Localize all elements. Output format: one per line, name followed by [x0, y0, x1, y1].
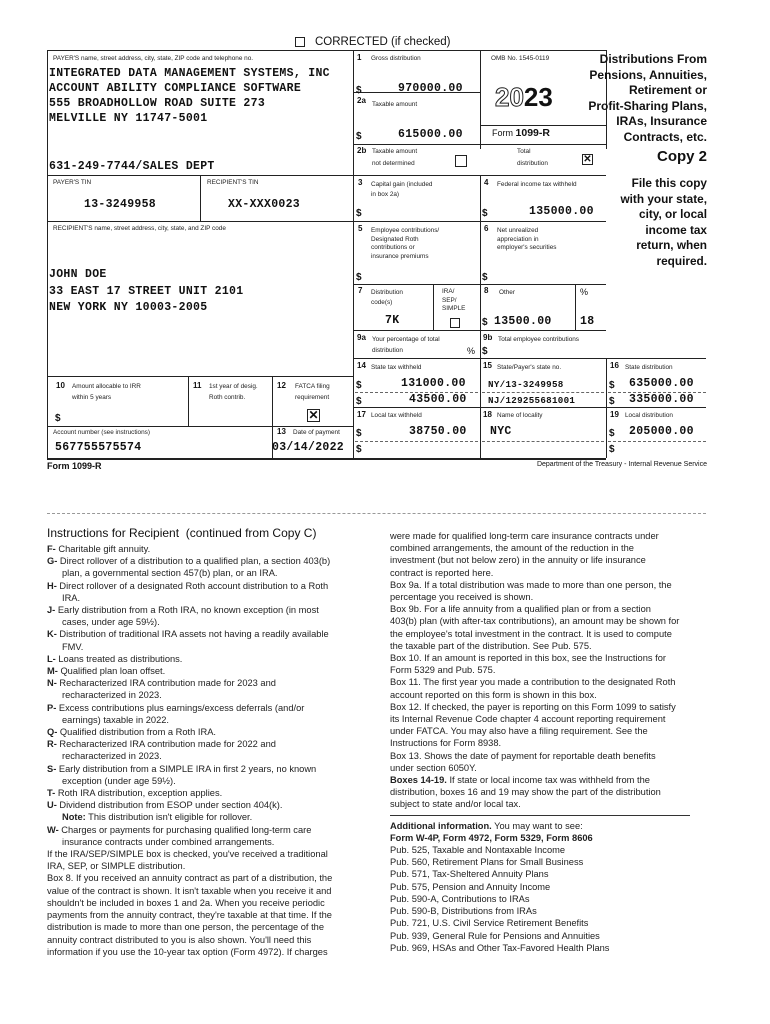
instructions-heading: Instructions for Recipient (continued from Copy C) [47, 526, 317, 540]
instr-code-line: recharacterized in 2023. [62, 690, 162, 701]
instr-code-line: K- Distribution of traditional IRA assets not having a readily available [47, 629, 329, 640]
instr-additional-line: Pub. 525, Taxable and Nontaxable Income [390, 845, 566, 856]
instr-code-line: T- Roth IRA distribution, exception applies. [47, 788, 223, 799]
box14-value-1: 131000.00 [401, 377, 466, 390]
payer-line-2: ACCOUNT ABILITY COMPLIANCE SOFTWARE [49, 82, 302, 95]
instr-paragraph-line: Box 9a. If a total distribution was made to more than one person, the [390, 579, 672, 590]
instr-paragraph-line: its Internal Revenue Code chapter 4 account reporting requirement [390, 714, 666, 725]
instructions-left-column [47, 543, 377, 958]
instr-code-line: exception (under age 59½). [62, 775, 176, 786]
box11-num: 11 [193, 381, 202, 390]
instr-paragraph-line: Instructions for Form 8938. [390, 738, 502, 749]
box5-dollar: $ [356, 272, 362, 283]
instr-code-line: cases, under age 59½). [62, 617, 160, 628]
box8-value: 13500.00 [494, 315, 552, 328]
box8-pct-sign: % [580, 287, 589, 297]
box10-label-1: Amount allocable to IRR [72, 383, 141, 390]
instr-paragraph-line: value of the contract is shown. It isn't taxable when you receive it and [47, 885, 332, 896]
box1-num: 1 [357, 53, 362, 62]
box9a-num: 9a [357, 333, 366, 342]
copy-note-5: return, when [636, 238, 707, 253]
total-dist-label-1: Total [517, 148, 531, 155]
box7-label-2: code(s) [371, 299, 393, 306]
title-line-3: Retirement or [628, 83, 707, 97]
box15-value-1: NY/13-3249958 [488, 379, 564, 390]
box2b-label-2: not determined [372, 160, 415, 167]
box19-value: 205000.00 [629, 425, 694, 438]
instr-additional-line: Additional information. You may want to see: [390, 820, 583, 831]
instr-paragraph-line: Box 11. The first year you made a contribution to the designated Roth [390, 677, 676, 688]
total-dist-checkbox[interactable]: ✕ [583, 154, 592, 165]
instr-paragraph-line: shouldn't be included in boxes 1 and 2a. When you receive periodic [47, 897, 325, 908]
box16-value-2: 335000.00 [629, 393, 694, 406]
payer-label: PAYER'S name, street address, city, state, ZIP code and telephone no. [53, 55, 254, 62]
payer-line-1: INTEGRATED DATA MANAGEMENT SYSTEMS, INC [49, 67, 330, 80]
title-line-5: IRAs, Insurance [616, 114, 707, 128]
box5-num: 5 [358, 224, 363, 233]
tax-year-light: 20 [495, 82, 524, 112]
form-title [588, 52, 707, 145]
instr-paragraph-line: Box 10. If an amount is reported in this box, see the Instructions for [390, 653, 666, 664]
box2a-num: 2a [357, 96, 366, 105]
box5-label-3: contributions or [371, 244, 415, 252]
box14-dollar-1: $ [356, 380, 362, 391]
instr-paragraph-line: distribution, boxes 16 and 19 may show the part of the distribution [390, 787, 661, 798]
instr-additional-line: Form W-4P, Form 4972, Form 5329, Form 8606 [390, 832, 593, 843]
instr-code-line: recharacterized in 2023. [62, 751, 162, 762]
instr-code-line: insurance contracts under combined arrangements. [62, 836, 275, 847]
ira-label-3: SIMPLE [442, 305, 466, 313]
box6-dollar: $ [482, 272, 488, 283]
title-line-6: Contracts, etc. [623, 129, 707, 144]
box9b-num: 9b [483, 333, 493, 342]
box19-label: Local distribution [625, 412, 673, 419]
box14-label: State tax withheld [371, 364, 422, 371]
box13-label: Date of payment [293, 429, 340, 436]
box16-dollar-1: $ [609, 380, 615, 391]
box7-num: 7 [358, 286, 363, 295]
box10-label-2: within 5 years [72, 394, 112, 401]
box9a-label-2: distribution [372, 347, 403, 354]
cut-line [47, 513, 706, 514]
form-number: 1099-R [515, 127, 550, 139]
instr-code-line: U- Dividend distribution from ESOP under section 404(k). [47, 800, 283, 811]
box1-value: 970000.00 [398, 82, 463, 95]
box3-dollar: $ [356, 208, 362, 219]
box16-value-1: 635000.00 [629, 377, 694, 390]
instr-paragraph-line: Boxes 14-19. If state or local income tax was withheld from the [390, 775, 650, 786]
box12-label-1: FATCA filing [295, 383, 330, 390]
box14-num: 14 [357, 361, 366, 370]
account-label: Account number (see instructions) [53, 429, 150, 436]
payer-line-4: MELVILLE NY 11747-5001 [49, 112, 208, 125]
instr-code-line: S- Early distribution from a SIMPLE IRA in first 2 years, no known [47, 763, 317, 774]
instr-code-line: N- Recharacterized IRA contribution made for 2023 and [47, 678, 276, 689]
instr-paragraph-line: percentage you received is shown. [390, 592, 534, 603]
box17-num: 17 [357, 410, 366, 419]
box4-value: 135000.00 [529, 205, 594, 218]
box2b-label-1: Taxable amount [372, 148, 418, 155]
box9a-pct: % [467, 346, 476, 356]
instr-additional-line: Pub. 590-A, Contributions to IRAs [390, 893, 530, 904]
copy-note-4: income tax [645, 222, 707, 237]
instr-code-line: H- Direct rollover of a designated Roth account distribution to a Roth [47, 580, 329, 591]
instr-paragraph-line: Box 8. If you received an annuity contract as part of a distribution, the [47, 873, 333, 884]
corrected-checkbox[interactable] [295, 37, 305, 47]
box8-label: Other [499, 289, 515, 296]
instr-paragraph-line: distribution is made to more than one person, the percentage of the [47, 922, 325, 933]
box8-num: 8 [484, 286, 489, 295]
box19-dollar-2: $ [609, 444, 615, 455]
box4-dollar: $ [482, 208, 488, 219]
box18-value: NYC [490, 425, 512, 438]
box4-label: Federal income tax withheld [497, 181, 577, 188]
box16-dollar-2: $ [609, 396, 615, 407]
instr-paragraph-line: Box 9b. For a life annuity from a qualified plan or from a section [390, 604, 651, 615]
instr-additional-line: Pub. 560, Retirement Plans for Small Business [390, 857, 584, 868]
instr-divider [390, 815, 690, 816]
box19-num: 19 [610, 410, 619, 419]
recipient-tin: XX-XXX0023 [228, 198, 301, 211]
box13-value: 03/14/2022 [272, 441, 345, 454]
corrected-label: CORRECTED (if checked) [315, 36, 451, 48]
box4-num: 4 [484, 178, 489, 187]
box9b-label: Total employee contributions [498, 336, 579, 343]
instr-paragraph-line: the taxable part of the distribution. See Pub. 575. [390, 640, 592, 651]
instr-code-line: FMV. [62, 641, 84, 652]
instr-paragraph-line: account reported on this form is shown in this box. [390, 689, 597, 700]
copy-note-3: city, or local [639, 207, 707, 222]
box17-dollar-2: $ [356, 444, 362, 455]
instr-code-line: J- Early distribution from a Roth IRA, no known exception (in most [47, 605, 319, 616]
tax-year [495, 82, 553, 112]
instr-code-line: G- Direct rollover of a distribution to a qualified plan, a section 403(b) [47, 556, 331, 567]
box17-dollar-1: $ [356, 428, 362, 439]
instr-code-line: R- Recharacterized IRA contribution made for 2022 and [47, 739, 276, 750]
account-number: 567755575574 [55, 441, 142, 454]
instr-paragraph-line: contract is reported here. [390, 567, 494, 578]
total-dist-label-2: distribution [517, 160, 548, 167]
box15-num: 15 [483, 361, 492, 370]
box2a-label: Taxable amount [372, 101, 418, 108]
box16-label: State distribution [625, 364, 673, 371]
box7-label-1: Distribution [371, 289, 403, 296]
box1-label: Gross distribution [371, 55, 421, 62]
instr-paragraph-line: IRA, SEP, or SIMPLE distribution. [47, 861, 186, 872]
box9b-dollar: $ [482, 346, 488, 357]
instr-paragraph-line: information if you use the 10-year tax option (Form 4972). If charges [47, 946, 328, 957]
box8-pct-value: 18 [580, 315, 595, 328]
title-line-4: Profit-Sharing Plans, [588, 98, 707, 113]
box2b-checkbox[interactable] [455, 155, 467, 167]
instructions-right-column [390, 530, 720, 954]
box15-label: State/Payer's state no. [497, 364, 562, 371]
instr-code-line: earnings) taxable in 2022. [62, 714, 169, 725]
box13-num: 13 [277, 427, 286, 436]
box6-label [497, 227, 597, 253]
instr-paragraph-line: subject to state and/or local tax. [390, 799, 521, 810]
form-footer-label: Form 1099-R [47, 461, 102, 471]
ira-label-2: SEP/ [442, 296, 457, 304]
instr-paragraph-line: Form 5329 and Pub. 575. [390, 665, 496, 676]
box5-label [371, 227, 471, 261]
box14-value-2: 43500.00 [409, 393, 467, 406]
box6-label-2: appreciation in [497, 235, 539, 243]
instr-paragraph-line: payments from the annuity contract, they're taxable at that time. If the [47, 910, 332, 921]
copy-note-2: with your state, [620, 191, 707, 206]
recipient-line-3: NEW YORK NY 10003-2005 [49, 301, 208, 314]
instr-additional-line: Pub. 590-B, Distributions from IRAs [390, 906, 537, 917]
recipient-line-1: JOHN DOE [49, 268, 107, 281]
instr-additional-line: Pub. 939, General Rule for Pensions and Annuities [390, 930, 600, 941]
box5-label-4: insurance premiums [371, 252, 429, 260]
box5-label-2: Designated Roth [371, 235, 419, 243]
instr-additional-line: Pub. 721, U.S. Civil Service Retirement Benefits [390, 918, 589, 929]
instr-paragraph-line: annuity contract distributed to you is also shown. You'll need this [47, 934, 312, 945]
box6-label-1: Net unrealized [497, 227, 539, 234]
instr-paragraph-line: under section 6050Y. [390, 762, 477, 773]
box10-dollar: $ [55, 413, 61, 424]
title-line-2: Pensions, Annuities, [589, 67, 707, 82]
box6-label-3: employer's securities [497, 244, 557, 252]
instr-paragraph-line: investment (but not below zero) in the annuity or life insurance [390, 555, 646, 566]
tax-year-bold: 23 [523, 82, 553, 112]
box9a-label-1: Your percentage of total [372, 336, 440, 343]
ira-sep-simple-checkbox[interactable] [450, 318, 460, 328]
instr-paragraph-line: combined arrangements, the amount of the reduction in the [390, 543, 634, 554]
box17-label: Local tax withheld [371, 412, 422, 419]
copy-note-1: File this copy [631, 176, 707, 190]
box14-dollar-2: $ [356, 396, 362, 407]
box18-label: Name of locality [497, 412, 543, 419]
dept-treasury: Department of the Treasury - Internal Revenue Service [536, 461, 707, 468]
box11-label-2: Roth contrib. [209, 394, 246, 401]
box7-code: 7K [385, 314, 400, 327]
instr-code-line: W- Charges or payments for purchasing qualified long-term care [47, 824, 312, 835]
form-label-top [492, 128, 550, 139]
box10-num: 10 [56, 381, 65, 390]
box17-value: 38750.00 [409, 425, 467, 438]
instr-additional-line: Pub. 575, Pension and Annuity Income [390, 881, 551, 892]
instr-paragraph-line: Box 13. Shows the date of payment for reportable death benefits [390, 750, 656, 761]
recipient-tin-label: RECIPIENT'S TIN [207, 179, 259, 186]
box16-num: 16 [610, 361, 619, 370]
instr-code-line: Q- Qualified distribution from a Roth IRA. [47, 727, 216, 738]
box12-num: 12 [277, 381, 286, 390]
payer-line-3: 555 BROADHOLLOW ROAD SUITE 273 [49, 97, 266, 110]
payer-phone: 631-249-7744/SALES DEPT [49, 160, 215, 173]
box3-label-2: in box 2a) [371, 191, 400, 198]
box12-label-2: requirement [295, 394, 330, 401]
copy-note-6: required. [656, 253, 707, 268]
instr-code-line: P- Excess contributions plus earnings/excess deferrals (and/or [47, 702, 305, 713]
instr-code-line: M- Qualified plan loan offset. [47, 666, 166, 677]
box2b-num: 2b [357, 146, 367, 155]
instr-paragraph-line: 403(b) plan (with after-tax contributions), an amount may be shown for [390, 616, 680, 627]
instr-code-line: F- Charitable gift annuity. [47, 544, 151, 554]
instr-paragraph-line: under FATCA. You may also have a filing requirement. See the [390, 726, 648, 737]
instr-paragraph-line: were made for qualified long-term care insurance contracts under [390, 531, 659, 541]
copy-note [620, 176, 707, 270]
box8-dollar: $ [482, 317, 488, 328]
fatca-checkbox[interactable]: ✕ [308, 408, 319, 422]
instr-code-line: IRA. [62, 592, 81, 603]
box5-label-1: Employee contributions/ [371, 227, 440, 234]
instr-paragraph-line: If the IRA/SEP/SIMPLE box is checked, you've received a traditional [47, 849, 328, 860]
instr-code-line: L- Loans treated as distributions. [47, 653, 183, 664]
box11-label-1: 1st year of desig. [209, 383, 258, 390]
box1-dollar: $ [356, 85, 362, 96]
instr-additional-line: Pub. 571, Tax-Sheltered Annuity Plans [390, 869, 549, 880]
title-line-1: Distributions From [599, 52, 707, 66]
box19-dollar-1: $ [609, 428, 615, 439]
instr-paragraph-line: Box 12. If checked, the payer is reporting on this Form 1099 to satisfy [390, 701, 676, 712]
box2a-dollar: $ [356, 131, 362, 142]
copy-label: Copy 2 [656, 148, 707, 165]
recipient-line-2: 33 EAST 17 STREET UNIT 2101 [49, 285, 244, 298]
box3-num: 3 [358, 178, 363, 187]
recipient-label: RECIPIENT'S name, street address, city, state, and ZIP code [53, 225, 226, 232]
box18-num: 18 [483, 410, 492, 419]
form-prefix: Form [492, 128, 513, 138]
box3-label-1: Capital gain (included [371, 181, 433, 188]
box6-num: 6 [484, 224, 489, 233]
payer-tin: 13-3249958 [84, 198, 157, 211]
box2a-value: 615000.00 [398, 128, 463, 141]
box7-ira-label [442, 288, 465, 314]
payer-tin-label: PAYER'S TIN [53, 179, 92, 186]
instr-paragraph-line: the employee's total investment in the contract. It is used to compute [390, 628, 672, 639]
instr-code-line: plan, a governmental section 457(b) plan, or an IRA. [62, 568, 278, 579]
instr-code-line: Note: This distribution isn't eligible for rollover. [62, 812, 253, 823]
box15-value-2: NJ/129255681001 [488, 395, 576, 406]
ira-label-1: IRA/ [442, 288, 455, 295]
instr-additional-line: Pub. 969, HSAs and Other Tax-Favored Health Plans [390, 942, 610, 953]
omb-number: OMB No. 1545-0119 [491, 55, 550, 62]
